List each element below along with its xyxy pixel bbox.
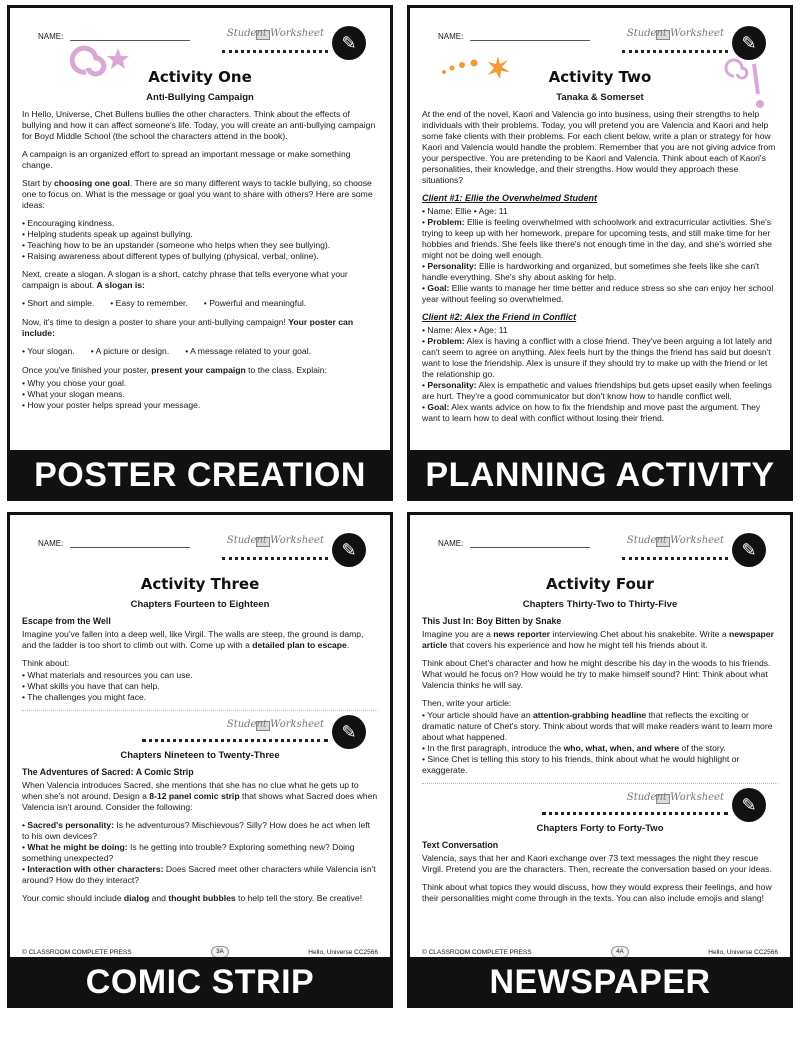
list-item: • In the first paragraph, introduce the who, what, when, and where of the story. — [422, 743, 778, 754]
text-convo-text: Valencia, says that her and Kaori exchange over 73 text messages the night they rescue Virgil. Pretend you are the characters. Then, recreate the conversation based on your ideas. — [422, 853, 772, 874]
worksheet-panel-newspaper — [407, 512, 793, 1051]
think-label: Think about: — [22, 658, 70, 668]
book-code: Hello, Universe CC2566 — [708, 948, 778, 956]
banner-title: COMIC STRIP — [10, 957, 390, 1005]
student-worksheet-label: Student Worksheet — [226, 28, 324, 39]
worksheet-subheader — [422, 783, 778, 817]
worksheet-header — [422, 8, 778, 58]
page-number: 3A — [211, 946, 229, 958]
name-label: NAME: — [438, 539, 464, 548]
activity-title: Activity Two — [548, 68, 652, 86]
swirl-star-icon — [68, 42, 138, 92]
list-item: • The challenges you might face. — [22, 692, 378, 703]
worksheet-header — [22, 8, 378, 58]
publisher: © CLASSROOM COMPLETE PRESS — [422, 948, 532, 956]
list-item: • Teaching how to be an upstander (someone who helps when they see bullying). — [22, 240, 378, 251]
list-item: • Encouraging kindness. — [22, 218, 378, 229]
activity-subtitle: Anti-Bullying Campaign — [146, 92, 254, 103]
name-line — [70, 40, 190, 41]
poster-elements — [22, 346, 378, 357]
consider-list — [22, 820, 378, 886]
dotted-divider — [622, 557, 728, 560]
name-line — [70, 547, 190, 548]
pencil-icon: ✎ — [332, 26, 366, 60]
list-item: • Your article should have an attention-grabbing headline that reflects the exciting or dramatic nature of Chet's story. Think about words that will make readers want to learn more about what happened. — [422, 710, 778, 743]
character-text: Think about Chet's character and how he might describe his day in the woods to his friends. What would he focus on? How would he try to make himself sound? Hint: Think about what Valencia thinks he will say. — [422, 658, 771, 690]
list-item: • Your slogan. — [22, 346, 75, 356]
article-list — [422, 710, 778, 776]
list-item: • What your slogan means. — [22, 389, 378, 400]
list-item: • Goal: Ellie wants to manage her time better and reduce stress so she can enjoy her school year without feeling so overwhelmed. — [422, 283, 778, 305]
list-item: • Why you chose your goal. — [22, 378, 378, 389]
page-number: 4A — [611, 946, 629, 958]
list-item: • Problem: Alex is having a conflict with a close friend. They've been arguing a lot lately and can't seem to agree on anything. Alex feels hurt by the things the friend has said but doesn't want to lose the friendship. Alex is unsure if they should try to make up with the friend or let the relationship go. — [422, 336, 778, 380]
splash-star-icon — [438, 52, 518, 82]
escape-text: Imagine you've fallen into a deep well, like Virgil. The walls are steep, the ground is damp, and the ladder is too short to climb out with. Come up with a detailed plan to escape. — [22, 629, 364, 650]
reporter-text: Imagine you are a news reporter interviewing Chet about his snakebite. Write a newspaper article that covers his experience and how he might tell his friends about it. — [422, 629, 774, 650]
list-item: • Problem: Ellie is feeling overwhelmed with schoolwork and extracurricular activities. She's trying to keep up with her homework, prepare for upcoming tests, and still make time for her hobbies and friends. She feels like there's not enough time in the day, and she's worried she might not be doing well enough. — [422, 217, 778, 261]
list-item: • Interaction with other characters: Does Sacred meet other characters while Valencia isn't around? How do they interact? — [22, 864, 378, 886]
intro-text: In Hello, Universe, Chet Bullens bullies the other characters. Think about the effects of bullying and how it can affect someone's life. Today, you will create an anti-bullying campaign for Boyd Middle School (the school the characters attend in the book). — [22, 109, 376, 141]
pencil-icon: ✎ — [332, 715, 366, 749]
list-item: • Helping students speak up against bullying. — [22, 229, 378, 240]
list-item: • A picture or design. — [90, 346, 170, 356]
banner-title: POSTER CREATION — [10, 450, 390, 498]
name-line — [470, 40, 590, 41]
list-item: • How your poster helps spread your message. — [22, 400, 378, 411]
dotted-divider — [542, 812, 728, 815]
activity-title: Activity One — [148, 68, 252, 86]
explain-list — [22, 378, 378, 411]
section-heading: The Adventures of Sacred: A Comic Strip — [22, 767, 194, 777]
name-label: NAME: — [38, 539, 64, 548]
list-item: • Short and simple. — [22, 298, 95, 308]
worksheet-panel-poster — [7, 5, 393, 501]
ideas-list — [22, 218, 378, 262]
list-item: • Easy to remember. — [110, 298, 188, 308]
intro-text: At the end of the novel, Kaori and Valencia go into business, using their strengths to help individuals with their problems. Today, you will pretend you are Valencia and Kaori and help some fake clients with their problems. For each client below, write a plan or strategy for how Kaori and Valencia would handle the problem. Remember that you are not giving advice from your perspective. You are pretending to be Kaori and Valencia. Think about each of Kaori's personalities, their knowledge, and their strengths. How would they approach these situations? — [422, 109, 776, 185]
present-text: Once you've finished your poster, present your campaign to the class. Explain: — [22, 365, 327, 375]
worksheet-panel-planning — [407, 5, 793, 501]
swirl-icon — [720, 58, 770, 118]
list-item: • Since Chet is telling this story to his friends, think about what he would highlight or exaggerate. — [422, 754, 778, 776]
list-item: • A message related to your goal. — [185, 346, 312, 356]
campaign-definition: A campaign is an organized effort to spread an important message or make something change. — [22, 149, 351, 170]
worksheet-header — [22, 515, 378, 565]
dotted-divider — [222, 50, 328, 53]
client-heading: Client #2: Alex the Friend in Conflict — [422, 312, 577, 322]
client-details — [422, 206, 778, 305]
list-item: • Sacred's personality: Is he adventurous? Mischievous? Silly? How does he act when left to his own devices? — [22, 820, 378, 842]
list-item: • Raising awareness about different types of bullying (physical, verbal, online). — [22, 251, 378, 262]
client-heading: Client #1: Ellie the Overwhelmed Student — [422, 193, 598, 203]
slogan-text: Next, create a slogan. A slogan is a short, catchy phrase that tells everyone what your campaign is about. A slogan is: — [22, 269, 348, 290]
activity-subtitle: Tanaka & Somerset — [556, 92, 644, 103]
activity-subtitle: Chapters Nineteen to Twenty-Three — [120, 750, 280, 761]
list-item: • Powerful and meaningful. — [203, 298, 307, 308]
student-worksheet-label: Student Worksheet — [626, 535, 724, 546]
pencil-icon: ✎ — [732, 788, 766, 822]
slogan-qualities — [22, 298, 378, 309]
book-code: Hello, Universe CC2566 — [308, 948, 378, 956]
name-label: NAME: — [438, 32, 464, 41]
section-heading: This Just In: Boy Bitten by Snake — [422, 616, 562, 626]
activity-subtitle: Chapters Forty to Forty-Two — [536, 823, 664, 834]
student-worksheet-label: Student Worksheet — [226, 535, 324, 546]
name-line — [470, 547, 590, 548]
student-worksheet-label: Student Worksheet — [626, 792, 724, 803]
list-item: • Personality: Ellie is hardworking and organized, but sometimes she feels like she can't handle everything. She's shy about asking for help. — [422, 261, 778, 283]
poster-text: Now, it's time to design a poster to share your anti-bullying campaign! Your poster can include: — [22, 317, 354, 338]
activity-subtitle: Chapters Fourteen to Eighteen — [130, 599, 270, 610]
worksheet-panel-comic — [7, 512, 393, 1008]
pencil-icon: ✎ — [332, 533, 366, 567]
client-details — [422, 325, 778, 424]
banner-title: PLANNING ACTIVITY — [410, 450, 790, 498]
goal-text: Start by choosing one goal. There are so many different ways to tackle bullying, so choose one to focus on. What is the message or goal you want to share with others? Here are some ideas: — [22, 178, 373, 210]
write-label: Then, write your article: — [422, 698, 512, 708]
list-item: • What skills you have that can help. — [22, 681, 378, 692]
worksheet-subheader — [22, 710, 378, 744]
list-item: • Name: Alex • Age: 11 — [422, 325, 778, 336]
dotted-divider — [622, 50, 728, 53]
activity-title: Activity Three — [140, 575, 260, 593]
section-heading: Text Conversation — [422, 840, 499, 850]
pencil-icon: ✎ — [732, 533, 766, 567]
dotted-divider — [142, 739, 328, 742]
comic-text: When Valencia introduces Sacred, she mentions that she has no clue what he gets up to when she's not around. Design a 8-12 panel comic strip that shows what Sacred does when Valencia isn't around. Consider the following: — [22, 780, 378, 812]
topics-text: Think about what topics they would discuss, how they would express their feelings, and how their personalities might come through in the texts. You can also include emojis and slang! — [422, 882, 772, 903]
comic-closing: Your comic should include dialog and thought bubbles to help tell the story. Be creative! — [22, 893, 363, 903]
list-item: • Goal: Alex wants advice on how to fix the friendship and move past the argument. They want to learn how to deal with conflict without losing their friend. — [422, 402, 778, 424]
list-item: • Name: Ellie • Age: 11 — [422, 206, 778, 217]
worksheet-header — [422, 515, 778, 565]
name-label: NAME: — [38, 32, 64, 41]
list-item: • What he might be doing: Is he getting into trouble? Exploring something new? Doing something unexpected? — [22, 842, 378, 864]
section-heading: Escape from the Well — [22, 616, 111, 626]
dotted-divider — [222, 557, 328, 560]
activity-title: Activity Four — [546, 575, 654, 593]
list-item: • What materials and resources you can use. — [22, 670, 378, 681]
think-list — [22, 670, 378, 703]
student-worksheet-label: Student Worksheet — [226, 719, 324, 730]
student-worksheet-label: Student Worksheet — [626, 28, 724, 39]
pencil-icon: ✎ — [732, 26, 766, 60]
publisher: © CLASSROOM COMPLETE PRESS — [22, 948, 132, 956]
banner-title: NEWSPAPER ARTICLE — [410, 957, 790, 1005]
activity-subtitle: Chapters Thirty-Two to Thirty-Five — [522, 599, 678, 610]
list-item: • Personality: Alex is empathetic and values friendships but gets upset easily when feelings are hurt. They're a good communicator but don't know how to handle conflict well. — [422, 380, 778, 402]
